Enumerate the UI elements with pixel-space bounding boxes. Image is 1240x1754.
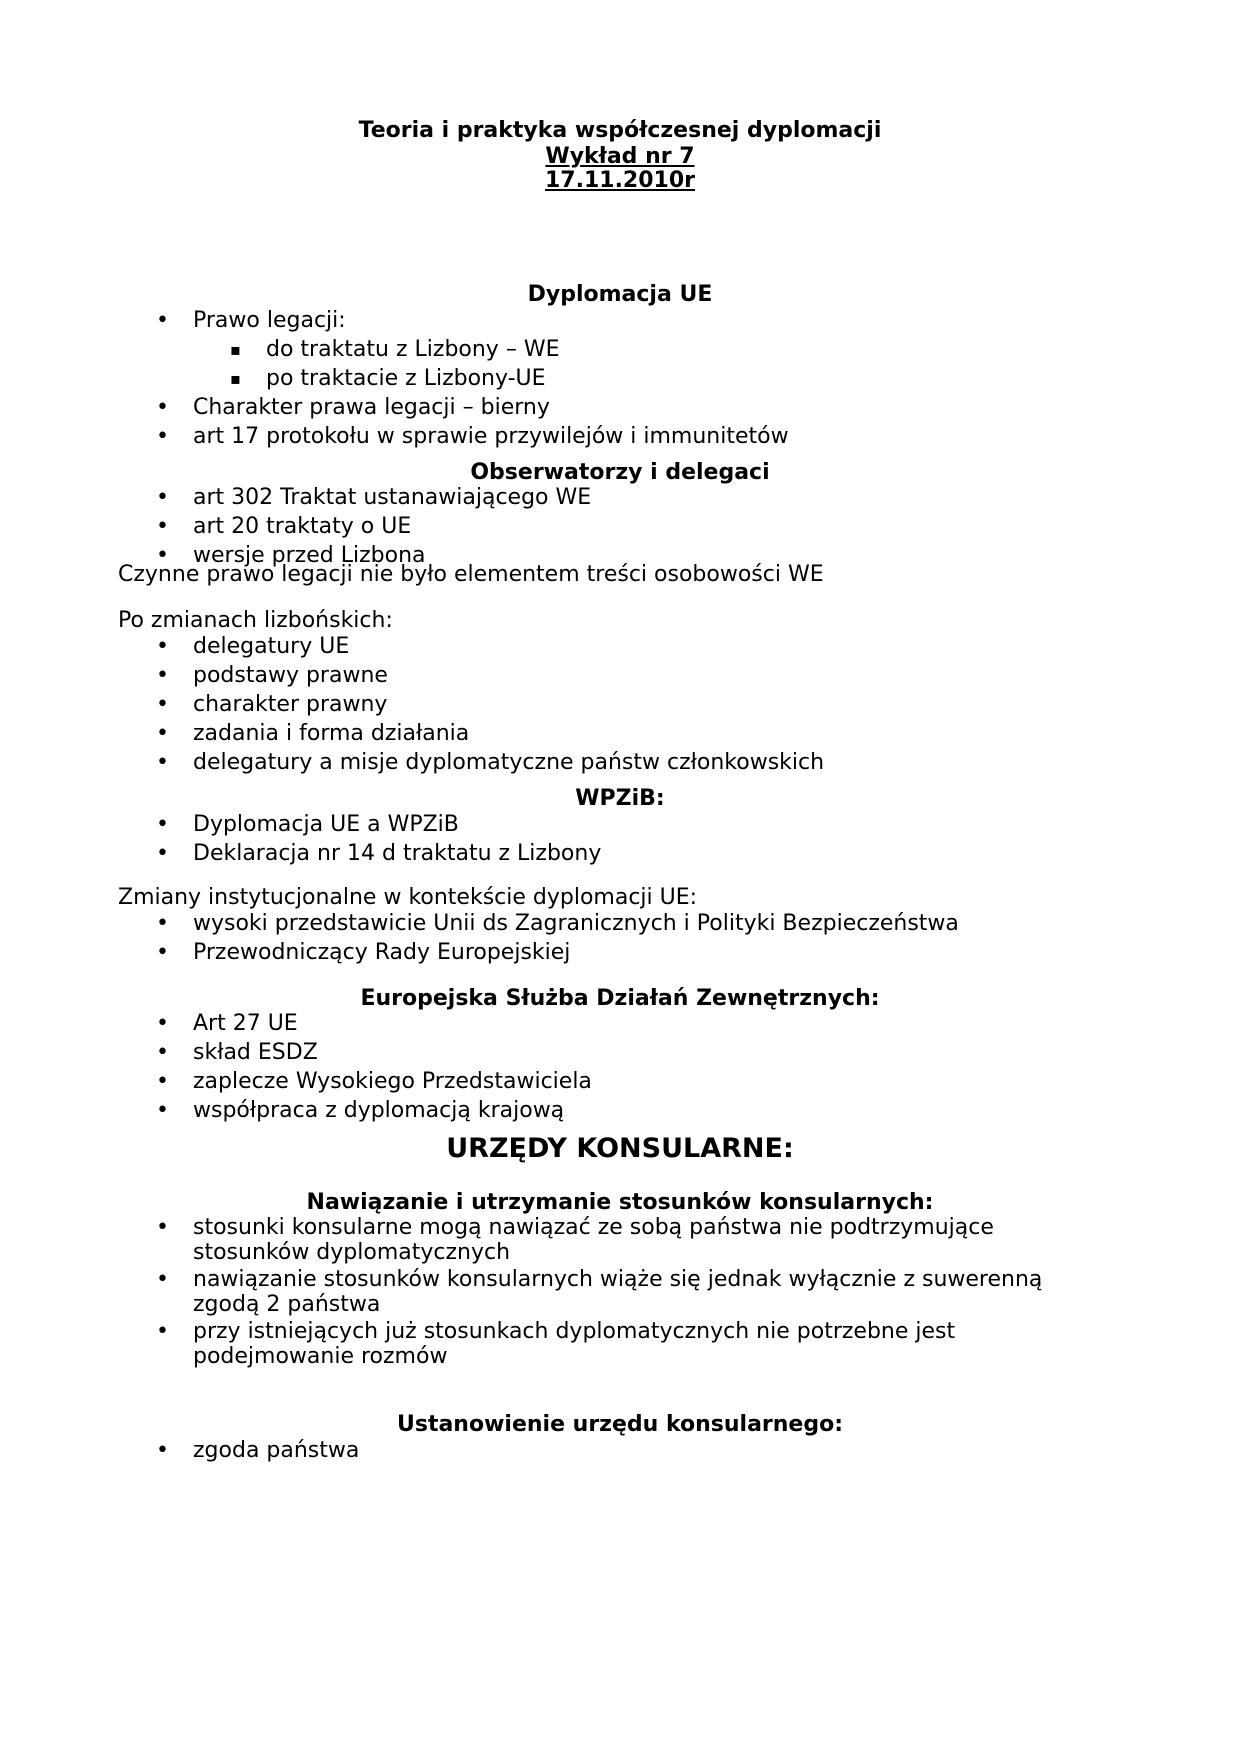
list-item: • art 17 protokołu w sprawie przywilejów i immunitetów: [0, 422, 1113, 451]
list-dyplomacja-ue: [0, 306, 1240, 451]
lecture-number: Wykład nr 7: [545, 144, 695, 169]
list-item: ▪ po traktacie z Lizbony-UE: [0, 364, 1186, 393]
list-item: • zadania i forma działania: [0, 719, 1113, 748]
list-item: • podstawy prawne: [0, 661, 1113, 690]
list-item: • Art 27 UE: [0, 1009, 1113, 1038]
list-item: • delegatury UE: [0, 632, 1113, 661]
heading-dyplomacja-ue: Dyplomacja UE: [527, 282, 713, 307]
list-esdz: [0, 1009, 1240, 1125]
heading-wpzib: WPZiB:: [575, 786, 665, 811]
heading-obserwatorzy: Obserwatorzy i delegaci: [470, 460, 770, 485]
list-item: • przy istniejących już stosunkach dyplomatycznych nie potrzebne jest podejmowanie rozmów: [0, 1319, 1113, 1369]
list-item: • skład ESDZ: [0, 1038, 1113, 1067]
list-item: • nawiązanie stosunków konsularnych wiąże się jednak wyłącznie z suwerenną zgodą 2 państwa: [0, 1267, 1113, 1317]
list-ustanowienie: [0, 1436, 1240, 1465]
list-wpzib: [0, 810, 1240, 868]
heading-urzedy-konsularne: URZĘDY KONSULARNE:: [446, 1133, 794, 1164]
list-item: • art 302 Traktat ustanawiającego WE: [0, 483, 1113, 512]
intro-po-zmianach: Po zmianach lizbońskich:: [118, 608, 393, 633]
list-item: • art 20 traktaty o UE: [0, 512, 1113, 541]
list-item: • współpraca z dyplomacją krajową: [0, 1096, 1113, 1125]
list-item: • Charakter prawa legacji – bierny: [0, 393, 1113, 422]
lecture-date: 17.11.2010r: [544, 168, 696, 193]
list-item: • Dyplomacja UE a WPZiB: [0, 810, 1113, 839]
intro-zmiany: Zmiany instytucjonalne w kontekście dyplomacji UE:: [118, 885, 698, 910]
note-paragraph: Czynne prawo legacji nie było elementem treści osobowości WE: [118, 562, 824, 587]
list-item: • Prawo legacji:: [0, 306, 1113, 335]
list-obserwatorzy: [0, 483, 1240, 570]
list-item: • stosunki konsularne mogą nawiązać ze sobą państwa nie podtrzymujące stosunków dyplomatycznych: [0, 1215, 1113, 1265]
list-po-zmianach: [0, 632, 1240, 777]
heading-ustanowienie: Ustanowienie urzędu konsularnego:: [396, 1412, 844, 1437]
list-item: • wysoki przedstawicie Unii ds Zagranicznych i Polityki Bezpieczeństwa: [0, 909, 1113, 938]
list-item: • zaplecze Wysokiego Przedstawiciela: [0, 1067, 1113, 1096]
document-title: Teoria i praktyka współczesnej dyplomacji: [358, 118, 882, 143]
heading-nawiazanie: Nawiązanie i utrzymanie stosunków konsularnych:: [306, 1190, 934, 1215]
list-item: • Deklaracja nr 14 d traktatu z Lizbony: [0, 839, 1113, 868]
list-item: • Przewodniczący Rady Europejskiej: [0, 938, 1113, 967]
list-item: • zgoda państwa: [0, 1436, 1113, 1465]
list-nawiazanie: [0, 1215, 1240, 1369]
list-item: • delegatury a misje dyplomatyczne państw członkowskich: [0, 748, 1113, 777]
list-item: • wersje przed Lizbona: [0, 541, 1113, 570]
list-item: ▪ do traktatu z Lizbony – WE: [0, 335, 1186, 364]
heading-esdz: Europejska Służba Działań Zewnętrznych:: [360, 986, 880, 1011]
list-item: • charakter prawny: [0, 690, 1113, 719]
list-zmiany: [0, 909, 1240, 967]
